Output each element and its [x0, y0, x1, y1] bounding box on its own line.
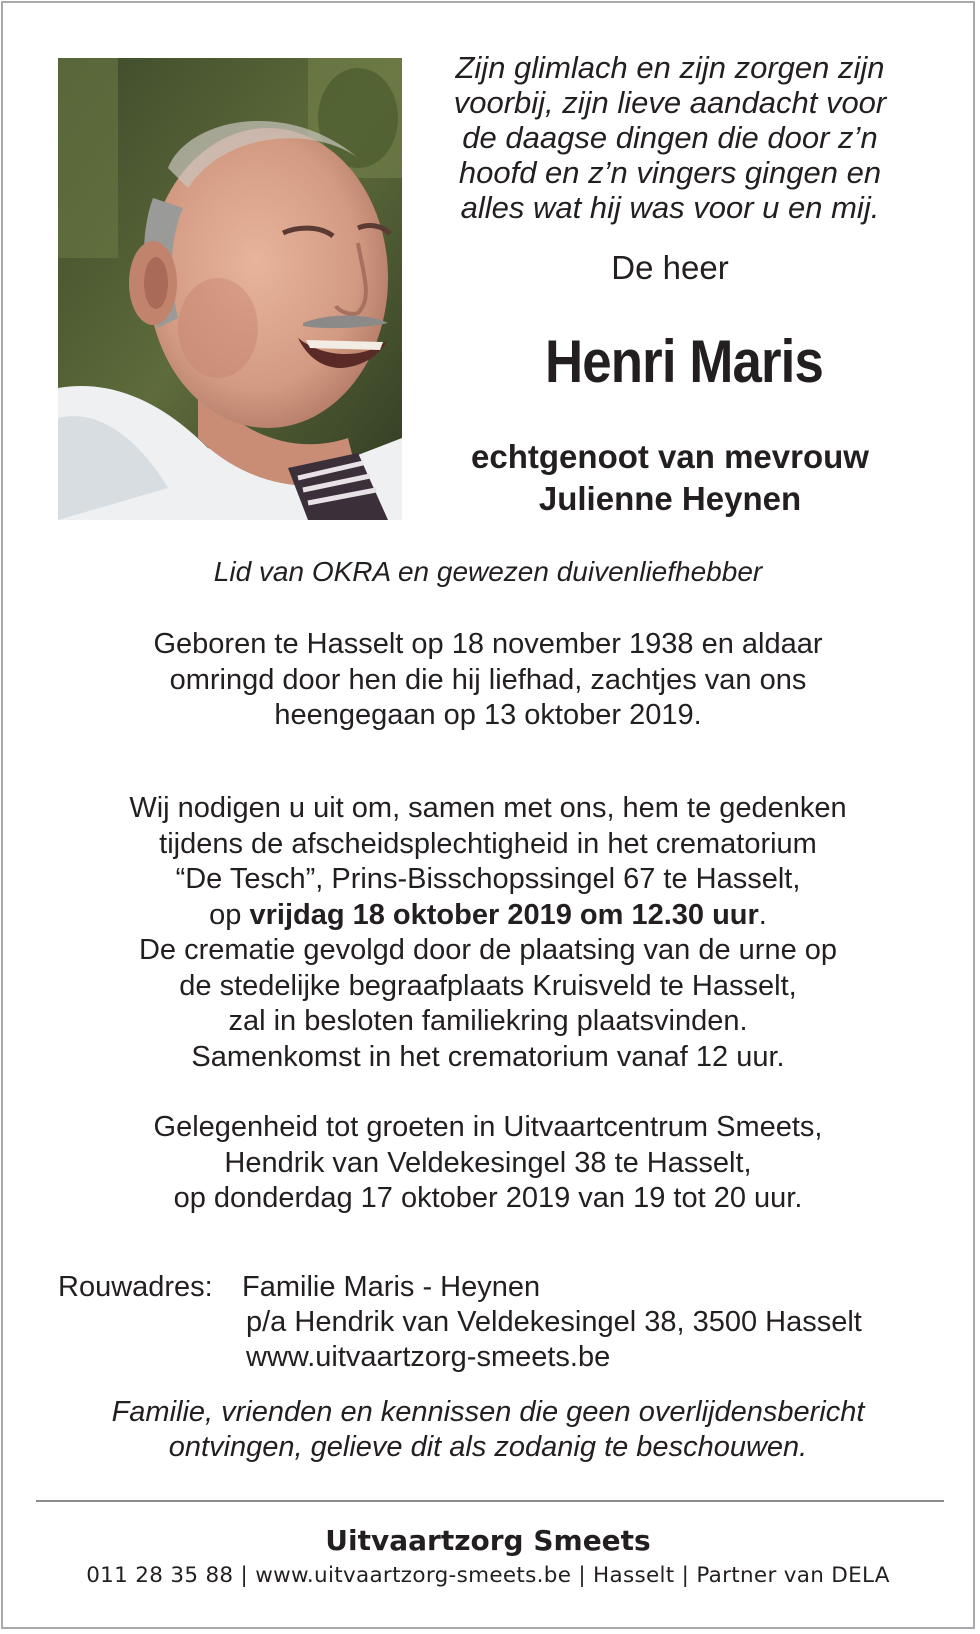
text-line: Gelegenheid tot groeten in Uitvaartcentrum Smeets,	[153, 1111, 823, 1143]
address-family: Familie Maris - Heynen	[242, 1271, 541, 1303]
divider	[36, 1500, 944, 1502]
visitation-paragraph	[0, 1110, 976, 1217]
text-fragment: op	[209, 898, 250, 931]
text-line: Familie, vrienden en kennissen die geen overlijdensbericht	[111, 1396, 865, 1428]
text-fragment: .	[758, 898, 767, 931]
text-line: zal in besloten familiekring plaatsvinden.	[228, 1005, 748, 1037]
ceremony-date: vrijdag 18 oktober 2019 om 12.30 uur	[249, 898, 759, 931]
poem-line: hoofd en z’n vingers gingen en	[458, 155, 882, 190]
poem-line: voorbij, zijn lieve aandacht voor	[453, 85, 887, 120]
text-line: De crematie gevolgd door de plaatsing van de urne op	[138, 934, 838, 966]
honorific: De heer	[611, 249, 729, 286]
text-line: Wij nodigen u uit om, samen met ons, hem te gedenken	[129, 792, 847, 824]
text-line: de stedelijke begraafplaats Kruisveld te Hasselt,	[179, 969, 797, 1002]
funeral-home-name: Uitvaartzorg Smeets	[325, 1524, 651, 1557]
text-line: heengegaan op 13 oktober 2019.	[274, 699, 702, 731]
address-label: Rouwadres:	[58, 1271, 213, 1303]
poem-line: Zijn glimlach en zijn zorgen zijn	[455, 50, 885, 85]
text-line: Geboren te Hasselt op 18 november 1938 en aldaar	[153, 628, 823, 660]
membership-note: Lid van OKRA en gewezen duivenliefhebber	[213, 556, 763, 587]
address-website: www.uitvaartzorg-smeets.be	[246, 1341, 611, 1373]
address-street: p/a Hendrik van Veldekesingel 38, 3500 Hasselt	[246, 1306, 862, 1338]
portrait-photo	[58, 58, 402, 520]
spouse-info	[430, 436, 910, 520]
text-line: “De Tesch”, Prins-Bisschopssingel 67 te Hasselt,	[175, 863, 801, 895]
closing-note	[0, 1395, 976, 1465]
funeral-home-contact: 011 28 35 88 | www.uitvaartzorg-smeets.be | Hasselt | Partner van DELA	[86, 1563, 890, 1588]
text-line: ontvingen, gelieve dit als zodanig te beschouwen.	[168, 1431, 808, 1463]
text-line: Hendrik van Veldekesingel 38 te Hasselt,	[224, 1146, 752, 1179]
text-line: omringd door hen die hij liefhad, zachtjes van ons	[169, 663, 807, 696]
poem-line: de daagse dingen die door z’n	[462, 120, 878, 155]
poem	[430, 50, 910, 225]
poem-line: alles wat hij was voor u en mij.	[460, 190, 880, 225]
ceremony-paragraph	[0, 791, 976, 1075]
text-line: Samenkomst in het crematorium vanaf 12 uur.	[191, 1040, 785, 1073]
text-line: tijdens de afscheidsplechtigheid in het crematorium	[159, 827, 817, 860]
deceased-name: Henri Maris	[545, 328, 823, 395]
spouse-name: Julienne Heynen	[538, 480, 802, 517]
ceremony-date-line	[0, 898, 976, 934]
mourning-address	[58, 1270, 862, 1375]
birth-death-paragraph	[0, 627, 976, 734]
spouse-line: echtgenoot van mevrouw	[471, 438, 869, 475]
text-line: op donderdag 17 oktober 2019 van 19 tot 20 uur.	[173, 1182, 803, 1214]
